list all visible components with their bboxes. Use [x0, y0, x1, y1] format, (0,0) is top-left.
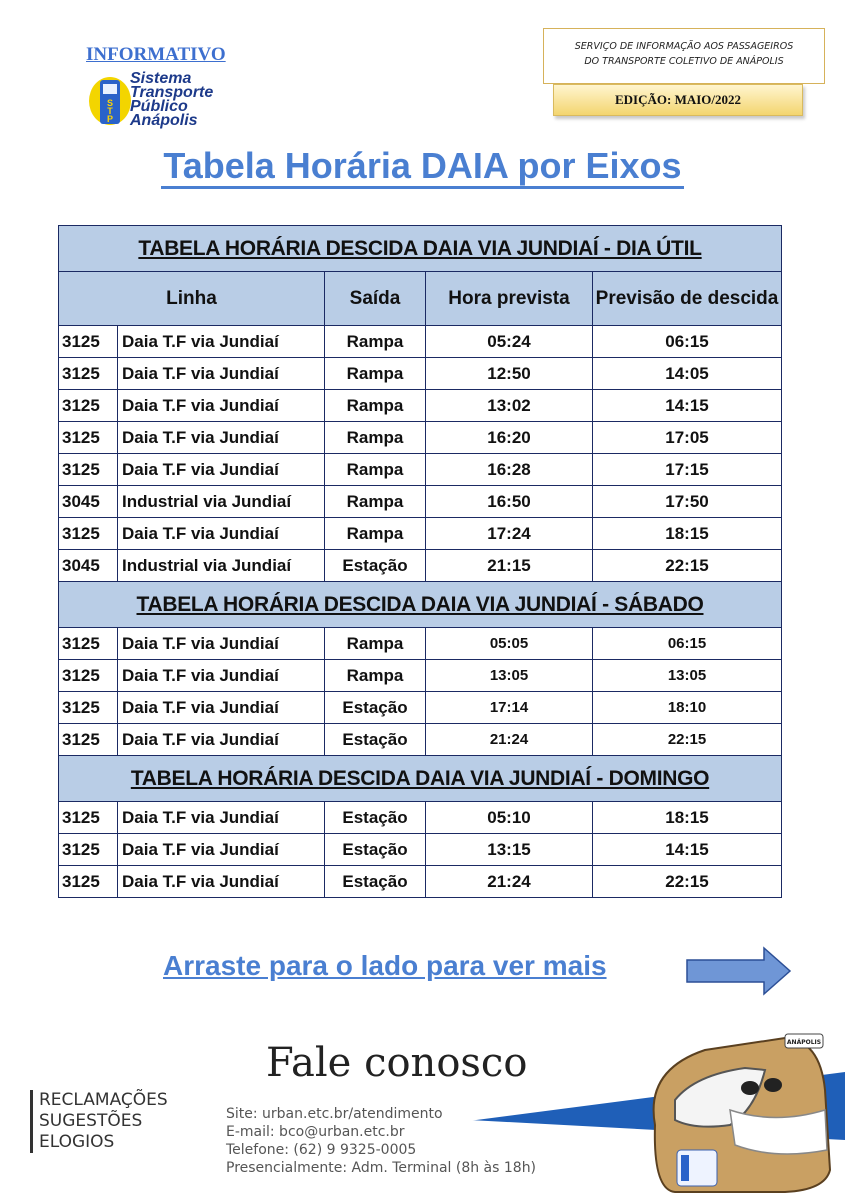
line-name-cell: Daia T.F via Jundiaí [118, 454, 325, 486]
category-label: ELOGIOS [39, 1132, 115, 1152]
section-title: TABELA HORÁRIA DESCIDA DAIA VIA JUNDIAÍ - DIA ÚTIL [59, 226, 782, 272]
table-row [59, 660, 782, 692]
arrival-time-cell: 14:15 [593, 390, 782, 422]
exit-cell: Estação [325, 834, 426, 866]
bus-mascot-icon [635, 1030, 835, 1195]
line-number-cell: 3125 [59, 454, 118, 486]
scheduled-time-cell: 13:15 [426, 834, 593, 866]
line-number-cell: 3125 [59, 724, 118, 756]
scheduled-time-cell: 05:24 [426, 326, 593, 358]
page-title-text: Tabela Horária DAIA por Eixos [161, 145, 683, 189]
line-number-cell: 3125 [59, 692, 118, 724]
scheduled-time-cell: 05:05 [426, 628, 593, 660]
arrival-time-cell: 18:10 [593, 692, 782, 724]
table-row [59, 802, 782, 834]
scheduled-time-cell: 21:15 [426, 550, 593, 582]
table-row [59, 692, 782, 724]
arrival-time-cell: 14:05 [593, 358, 782, 390]
line-number-cell: 3125 [59, 518, 118, 550]
line-number-cell: 3125 [59, 628, 118, 660]
table-row [59, 724, 782, 756]
fale-conosco-title: Fale conosco [266, 1040, 528, 1086]
table-row [59, 518, 782, 550]
contact-info [226, 1105, 536, 1177]
exit-cell: Rampa [325, 628, 426, 660]
scheduled-time-cell: 16:50 [426, 486, 593, 518]
line-name-cell: Daia T.F via Jundiaí [118, 422, 325, 454]
exit-cell: Estação [325, 802, 426, 834]
arrival-time-cell: 18:15 [593, 802, 782, 834]
column-header-saida: Saída [325, 272, 426, 326]
bus-sign-text: ANÁPOLIS [786, 1039, 822, 1046]
arrival-time-cell: 06:15 [593, 326, 782, 358]
line-name-cell: Daia T.F via Jundiaí [118, 358, 325, 390]
line-number-cell: 3045 [59, 550, 118, 582]
line-name-cell: Industrial via Jundiaí [118, 486, 325, 518]
line-name-cell: Daia T.F via Jundiaí [118, 692, 325, 724]
scheduled-time-cell: 16:28 [426, 454, 593, 486]
exit-cell: Estação [325, 724, 426, 756]
arrival-time-cell: 14:15 [593, 834, 782, 866]
exit-cell: Rampa [325, 454, 426, 486]
line-number-cell: 3125 [59, 866, 118, 898]
arrival-time-cell: 22:15 [593, 866, 782, 898]
table-row [59, 866, 782, 898]
logo-bus-icon [88, 72, 132, 130]
column-header-previsao-descida: Previsão de descida [593, 272, 782, 326]
scheduled-time-cell: 17:14 [426, 692, 593, 724]
section-header-row [59, 756, 782, 802]
line-number-cell: 3125 [59, 834, 118, 866]
line-name-cell: Daia T.F via Jundiaí [118, 660, 325, 692]
exit-cell: Rampa [325, 422, 426, 454]
contact-email[interactable]: E-mail: bco@urban.etc.br [226, 1124, 405, 1140]
edition-badge: EDIÇÃO: MAIO/2022 [553, 84, 803, 116]
section-header-row [59, 582, 782, 628]
scheduled-time-cell: 21:24 [426, 866, 593, 898]
exit-cell: Estação [325, 692, 426, 724]
line-name-cell: Daia T.F via Jundiaí [118, 802, 325, 834]
scheduled-time-cell: 16:20 [426, 422, 593, 454]
line-number-cell: 3125 [59, 422, 118, 454]
contact-in-person: Presencialmente: Adm. Terminal (8h às 18h) [226, 1160, 537, 1176]
line-number-cell: 3125 [59, 802, 118, 834]
line-name-cell: Daia T.F via Jundiaí [118, 390, 325, 422]
contact-phone: Telefone: (62) 9 9325-0005 [226, 1142, 417, 1158]
line-name-cell: Daia T.F via Jundiaí [118, 866, 325, 898]
arrival-time-cell: 13:05 [593, 660, 782, 692]
line-number-cell: 3125 [59, 326, 118, 358]
swipe-hint-link[interactable]: Arraste para o lado para ver mais [163, 950, 607, 981]
page-title [0, 145, 845, 187]
line-name-cell: Daia T.F via Jundiaí [118, 326, 325, 358]
section-title: TABELA HORÁRIA DESCIDA DAIA VIA JUNDIAÍ - SÁBADO [59, 582, 782, 628]
section-title: TABELA HORÁRIA DESCIDA DAIA VIA JUNDIAÍ - DOMINGO [59, 756, 782, 802]
line-number-cell: 3125 [59, 390, 118, 422]
arrow-right-icon[interactable] [686, 946, 792, 996]
exit-cell: Rampa [325, 326, 426, 358]
arrival-time-cell: 18:15 [593, 518, 782, 550]
table-row [59, 834, 782, 866]
arrival-time-cell: 06:15 [593, 628, 782, 660]
table-row [59, 486, 782, 518]
table-row [59, 454, 782, 486]
svg-text:T: T [107, 106, 113, 116]
column-header-row [59, 272, 782, 326]
table-row [59, 390, 782, 422]
logo-wordmark [130, 72, 213, 128]
informativo-label: INFORMATIVO [86, 44, 226, 65]
logo-line: Sistema [130, 70, 192, 87]
arrival-time-cell: 17:50 [593, 486, 782, 518]
table-row [59, 550, 782, 582]
exit-cell: Rampa [325, 390, 426, 422]
scheduled-time-cell: 17:24 [426, 518, 593, 550]
table-row [59, 422, 782, 454]
notice-box [543, 28, 825, 84]
section-header-row [59, 226, 782, 272]
line-name-cell: Industrial via Jundiaí [118, 550, 325, 582]
column-header-linha: Linha [59, 272, 325, 326]
line-number-cell: 3125 [59, 660, 118, 692]
arrival-time-cell: 17:15 [593, 454, 782, 486]
exit-cell: Rampa [325, 358, 426, 390]
line-number-cell: 3045 [59, 486, 118, 518]
contact-site[interactable]: Site: urban.etc.br/atendimento [226, 1106, 443, 1122]
scheduled-time-cell: 13:02 [426, 390, 593, 422]
arrival-time-cell: 17:05 [593, 422, 782, 454]
line-name-cell: Daia T.F via Jundiaí [118, 518, 325, 550]
line-name-cell: Daia T.F via Jundiaí [118, 834, 325, 866]
exit-cell: Rampa [325, 660, 426, 692]
notice-line: SERVIÇO DE INFORMAÇÃO AOS PASSAGEIROS [574, 41, 794, 52]
svg-text:S: S [106, 98, 114, 108]
notice-line: DO TRANSPORTE COLETIVO DE ANÁPOLIS [584, 56, 784, 67]
stpa-logo [88, 72, 258, 132]
exit-cell: Rampa [325, 486, 426, 518]
exit-cell: Estação [325, 866, 426, 898]
line-name-cell: Daia T.F via Jundiaí [118, 628, 325, 660]
category-label: SUGESTÕES [39, 1111, 143, 1131]
scheduled-time-cell: 05:10 [426, 802, 593, 834]
exit-cell: Rampa [325, 518, 426, 550]
line-name-cell: Daia T.F via Jundiaí [118, 724, 325, 756]
table-row [59, 358, 782, 390]
exit-cell: Estação [325, 550, 426, 582]
table-row [59, 628, 782, 660]
schedule-table [58, 225, 782, 898]
logo-line: Anápolis [130, 112, 198, 129]
line-number-cell: 3125 [59, 358, 118, 390]
arrival-time-cell: 22:15 [593, 550, 782, 582]
column-header-hora-prevista: Hora prevista [426, 272, 593, 326]
scheduled-time-cell: 13:05 [426, 660, 593, 692]
scheduled-time-cell: 21:24 [426, 724, 593, 756]
table-row [59, 326, 782, 358]
scheduled-time-cell: 12:50 [426, 358, 593, 390]
logo-line: Transporte [130, 84, 214, 101]
arrival-time-cell: 22:15 [593, 724, 782, 756]
logo-line: Público [130, 98, 188, 115]
svg-text:P: P [106, 114, 114, 124]
feedback-categories [30, 1090, 168, 1153]
category-label: RECLAMAÇÕES [39, 1090, 168, 1110]
